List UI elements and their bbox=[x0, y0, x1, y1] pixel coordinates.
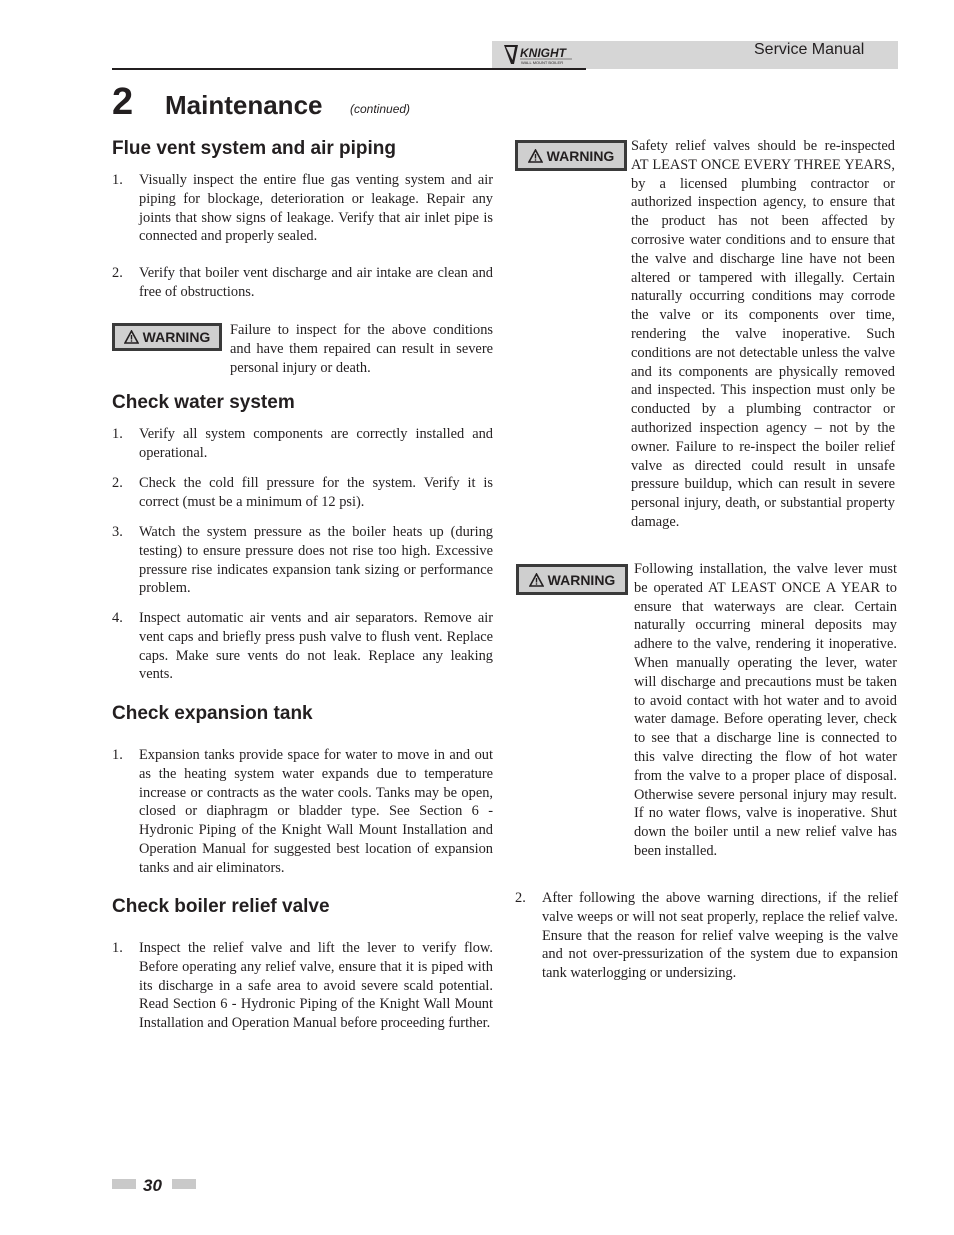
warning-label: WARNING bbox=[546, 147, 615, 164]
page-number: 30 bbox=[143, 1176, 162, 1195]
item-text: Verify that boiler vent discharge and air intake are clean and free of obstructions. bbox=[139, 265, 493, 300]
header-rule bbox=[112, 68, 586, 70]
list-item bbox=[112, 171, 493, 246]
list-item bbox=[112, 939, 493, 1033]
footer-bar bbox=[112, 1179, 136, 1189]
item-text: Watch the system pressure as the boiler heats up (during testing) to ensure pressure does not rise too high. Excessive pressure rise indicates expansion tank sizing or performance problem. bbox=[139, 524, 493, 597]
item-number: 1. bbox=[112, 426, 123, 442]
manual-title: Service Manual bbox=[754, 41, 865, 58]
relief-heading: Check boiler relief valve bbox=[112, 896, 330, 917]
list-item bbox=[112, 609, 493, 684]
list-item bbox=[112, 474, 493, 512]
item-text: Check the cold fill pressure for the system. Verify it is correct (must be a minimum of 12 psi). bbox=[139, 475, 493, 510]
list-item bbox=[112, 425, 493, 463]
warning-badge bbox=[515, 140, 627, 171]
section-continued: (continued) bbox=[350, 102, 411, 116]
list-item bbox=[112, 523, 493, 598]
footer-bar bbox=[172, 1179, 196, 1189]
warning-triangle-icon bbox=[124, 330, 139, 344]
item-number: 1. bbox=[112, 172, 123, 188]
flue-heading: Flue vent system and air piping bbox=[112, 138, 397, 159]
logo-subtext: WALL MOUNT BOILER bbox=[521, 60, 564, 65]
item-text: Inspect the relief valve and lift the lever to verify flow. Before operating any relief valve, ensure that it is piped with its discharge in a safe area to avoid severe scald potential. Read Section 6 - Hydronic Piping of the Knight Wall Mount Installation and Operation Manual before proceeding further. bbox=[139, 940, 493, 1032]
item-text: Visually inspect the entire flue gas venting system and air piping for blockage, deterioration or leakage. Repair any joints that show signs of leakage. Verify that air inlet pipe is connected and properly sealed. bbox=[139, 172, 493, 245]
logo-text: KNIGHT bbox=[520, 46, 566, 60]
section-title: Maintenance bbox=[165, 90, 323, 120]
warning-triangle-icon bbox=[528, 149, 543, 163]
list-item bbox=[515, 889, 898, 983]
expansion-heading: Check expansion tank bbox=[112, 703, 313, 724]
item-text: Expansion tanks provide space for water to move in and out as the heating system water expands due to temperature increase or contracts as the water cools. Tanks may be open, closed or diaphragm or bladder type. See Section 6 - Hydronic Piping of the Knight Wall Mount Installation and Operation Manual for suggested best location of expansion tanks and air eliminators. bbox=[139, 747, 493, 876]
item-number: 2. bbox=[515, 890, 526, 906]
section-number: 2 bbox=[112, 81, 134, 123]
item-number: 1. bbox=[112, 940, 123, 956]
warning-label: WARNING bbox=[547, 571, 616, 588]
item-number: 2. bbox=[112, 265, 123, 281]
knight-logo bbox=[500, 42, 580, 68]
item-text: Verify all system components are correctly installed and operational. bbox=[139, 426, 493, 461]
warning-triangle-icon bbox=[529, 573, 544, 587]
warning-badge bbox=[516, 564, 628, 595]
warning-label: WARNING bbox=[142, 329, 211, 345]
item-number: 2. bbox=[112, 475, 123, 491]
item-text: Inspect automatic air vents and air separators. Remove air vent caps and briefly press push valve to flush vent. Replace caps. Make sure vents do not leak. Replace any leaking vents. bbox=[139, 610, 493, 683]
list-item bbox=[112, 746, 493, 878]
item-number: 4. bbox=[112, 610, 123, 626]
list-item bbox=[112, 264, 493, 302]
warning-text: Safety relief valves should be re-inspected AT LEAST ONCE EVERY THREE YEARS, by a licensed plumbing contractor or authorized inspection agency, to ensure that the product has not been affected by corrosive water conditions and to ensure that the valve and discharge line have not been altered or tampered with illegally. Certain naturally occurring conditions may corrode the valve or its components over time, rendering the valve inoperative. Such conditions are not detectable unless the valve and its components are physically removed and inspected. This inspection must only be conducted by a plumbing contractor or authorized inspection agency – not by the owner. Failure to re-inspect the boiler relief valve as directed could result in unsafe pressure buildup, which can result in severe personal injury, death, or substantial property damage. bbox=[631, 138, 895, 530]
warning-badge bbox=[112, 323, 222, 351]
item-text: After following the above warning directions, if the relief valve weeps or will not seat properly, replace the relief valve. Ensure that the reason for relief valve weeping is the valve and not over-pressurization of the system due to expansion tank waterlogging or undersizing. bbox=[542, 890, 898, 982]
item-number: 3. bbox=[112, 524, 123, 540]
warning-text: Failure to inspect for the above conditions and have them repaired can result in severe personal injury or death. bbox=[230, 322, 493, 376]
item-number: 1. bbox=[112, 747, 123, 763]
warning-text: Following installation, the valve lever must be operated AT LEAST ONCE A YEAR to ensure that waterways are clear. Certain naturally occurring mineral deposits may adhere to the valve, rendering it inoperative. When manually operating the lever, water will discharge and precautions must be taken to avoid contact with hot water and to avoid water damage. Before operating lever, check to see that a discharge line is connected to this valve directing the flow of hot water from the valve to a proper place of disposal. Otherwise severe personal injury may result. If no water flows, valve is inoperative. Shut down the boiler until a new relief valve has been installed. bbox=[634, 561, 897, 859]
water-heading: Check water system bbox=[112, 392, 295, 413]
